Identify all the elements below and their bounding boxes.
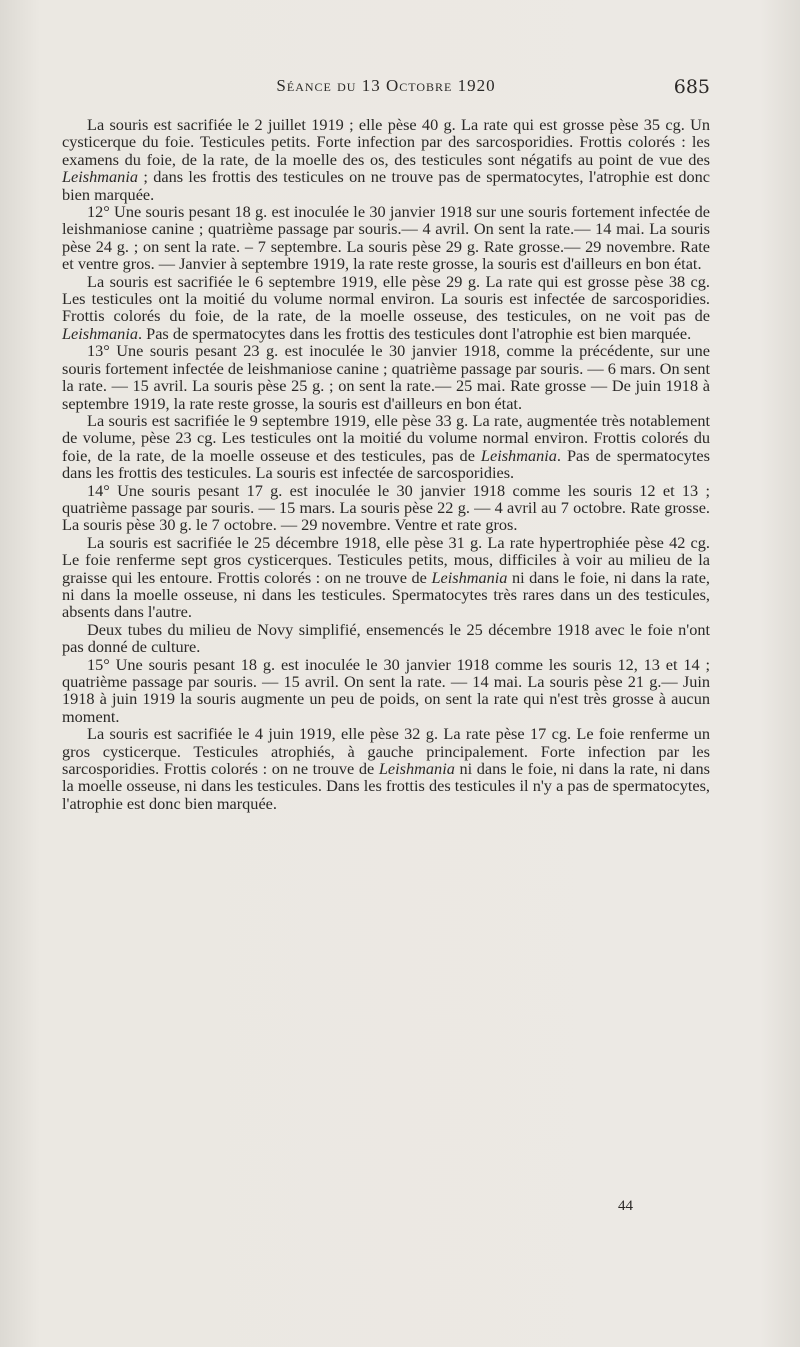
paragraph-10: La souris est sacrifiée le 4 juin 1919, elle pèse 32 g. La rate pèse 17 cg. Le foie renferme un gros cysticerque. Testicules atrophiés, à gauche principalement. Forte infection par les sarcosporidies. Frottis colorés : on ne trouve de Leishmania ni dans le foie, ni dans la rate, ni dans la moelle osseuse, ni dans les testicules. Dans les frottis des testicules il n'y a pas de spermatocytes, l'atrophie est donc bien marquée. — [62, 724, 710, 813]
paragraph-8: Deux tubes du milieu de Novy simplifié, ensemencés le 25 décembre 1918 avec le foie n'ont pas donné de culture. — [62, 619, 710, 657]
paragraph-9: 15° Une souris pesant 18 g. est inoculée le 30 janvier 1918 comme les souris 12, 13 et 14 ; quatrième passage par souris. — 15 avril. On sent la rate. — 14 mai. La souris pèse 21 g.— Juin 1918 à juin 1919 la souris augmente un peu de poids, on sent la rate qui n'est très grosse à aucun moment. — [62, 654, 710, 726]
running-title: Séance du 13 Octobre 1920 — [276, 76, 496, 95]
page-number: 685 — [673, 76, 710, 98]
paragraph-3: La souris est sacrifiée le 6 septembre 1919, elle pèse 29 g. La rate qui est grosse pèse 38 cg. Les testicules ont la moitié du volume normal environ. La souris est infectée de sarcosporidies. Frottis colorés du foie, de la rate, de la moelle osseuse, des testicules, on ne voit pas de Leishmania. Pas de spermatocytes dans les frottis des testicules dont l'atrophie est bien marquée. — [62, 271, 710, 343]
paragraph-7: La souris est sacrifiée le 25 décembre 1918, elle pèse 31 g. La rate hypertrophiée pèse 42 cg. Le foie renferme sept gros cysticerques. Testicules petits, mous, difficiles à voir au milieu de la graisse qui les entoure. Frottis colorés : on ne trouve de Leishmania ni dans le foie, ni dans la rate, ni dans la moelle osseuse, ni dans les testicules. Spermatocytes très rares dans un des testicules, absents dans l'autre. — [62, 532, 710, 622]
paragraph-2: 12° Une souris pesant 18 g. est inoculée le 30 janvier 1918 sur une souris fortement infectée de leishmaniose canine ; quatrième passage par souris.— 4 avril. On sent la rate.— 14 mai. La souris pèse 24 g. ; on sent la rate. – 7 septembre. La souris pèse 29 g. Rate grosse.— 29 novembre. Rate et ventre gros. — Janvier à septembre 1919, la rate reste grosse, la souris est d'ailleurs en bon état. — [62, 202, 710, 274]
body-text — [62, 116, 710, 812]
paragraph-5: La souris est sacrifiée le 9 septembre 1919, elle pèse 33 g. La rate, augmentée très notablement de volume, pèse 23 cg. Les testicules ont la moitié du volume normal environ. Frottis colorés du foie, de la rate, de la moelle osseuse et des testicules, pas de Leishmania. Pas de spermatocytes dans les frottis des testicules. La souris est infectée de sarcosporidies. — [62, 410, 710, 483]
paragraph-4: 13° Une souris pesant 23 g. est inoculée le 30 janvier 1918, comme la précédente, sur une souris fortement infectée de leishmaniose canine ; quatrième passage par souris. — 6 mars. On sent la rate. — 15 avril. La souris pèse 25 g. ; on sent la rate.— 25 mai. Rate grosse — De juin 1918 à septembre 1919, la rate reste grosse, la souris est d'ailleurs en bon état. — [62, 341, 710, 413]
page-header — [62, 76, 710, 98]
paragraph-6: 14° Une souris pesant 17 g. est inoculée le 30 janvier 1918 comme les souris 12 et 13 ; quatrième passage par souris. — 15 mars. La souris pèse 22 g. — 4 avril au 7 octobre. Rate grosse. La souris pèse 30 g. le 7 octobre. — 29 novembre. Ventre et rate gros. — [62, 480, 710, 535]
signature-mark: 44 — [618, 1198, 633, 1214]
paragraph-1: La souris est sacrifiée le 2 juillet 1919 ; elle pèse 40 g. La rate qui est grosse pèse 35 cg. Un cysticerque du foie. Testicules petits. Forte infection par des sarcosporidies. Frottis colorés : les examens du foie, de la rate, de la moelle des os, des testicules sont négatifs au point de vue des Leishmania ; dans les frottis des testicules on ne trouve pas de spermatocytes, l'atrophie est donc bien marquée. — [62, 115, 710, 204]
